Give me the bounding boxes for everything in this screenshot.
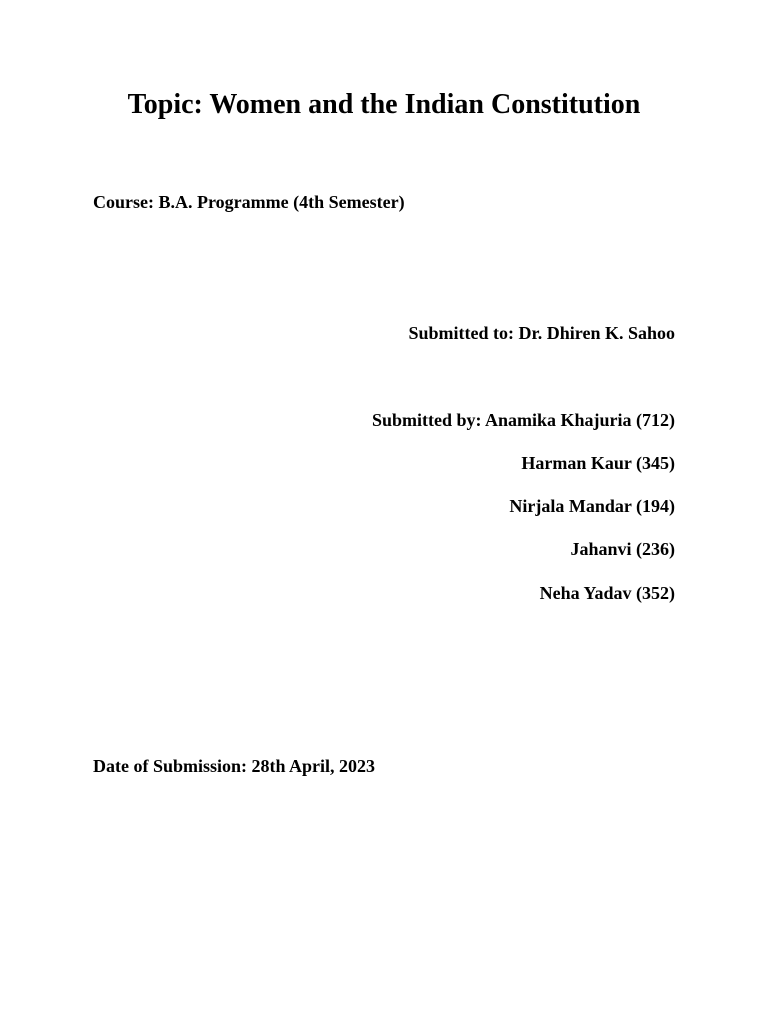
date-of-submission-line: Date of Submission: 28th April, 2023 (93, 756, 376, 776)
course-line: Course: B.A. Programme (4th Semester) (93, 192, 405, 212)
group-member: Harman Kaur (345) (521, 453, 675, 473)
group-member: Jahanvi (236) (570, 539, 675, 559)
document-title: Topic: Women and the Indian Constitution (127, 89, 641, 120)
submitted-to-line: Submitted to: Dr. Dhiren K. Sahoo (408, 323, 675, 343)
group-member: Nirjala Mandar (194) (509, 496, 675, 516)
group-member: Neha Yadav (352) (539, 583, 675, 603)
submitted-by-line: Submitted by: Anamika Khajuria (712) (371, 410, 675, 430)
